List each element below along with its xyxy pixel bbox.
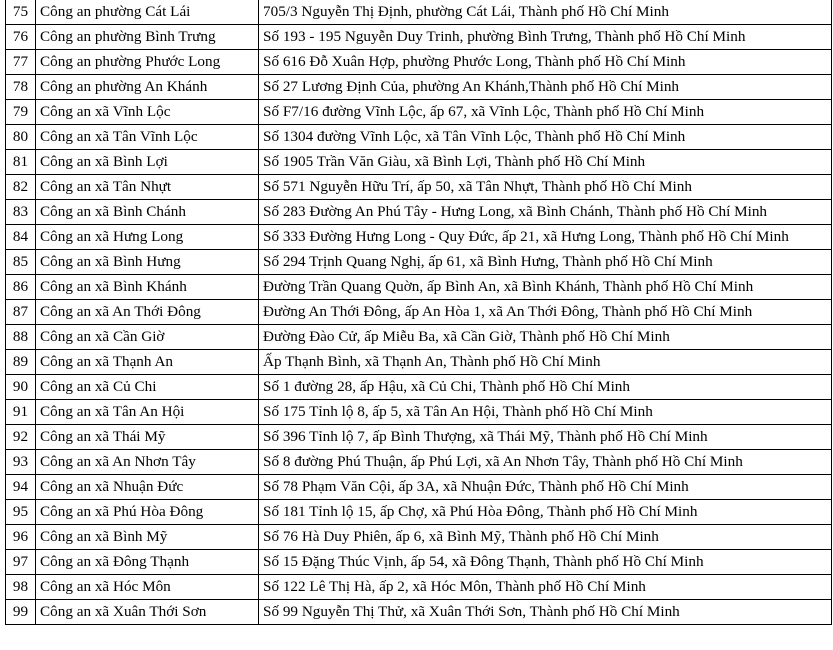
station-name: Công an phường Cát Lái — [36, 0, 259, 25]
table-row — [6, 600, 832, 625]
station-name: Công an xã Bình Mỹ — [36, 525, 259, 550]
station-address: Số 122 Lê Thị Hà, ấp 2, xã Hóc Môn, Thành phố Hồ Chí Minh — [259, 575, 832, 600]
station-name: Công an xã Đông Thạnh — [36, 550, 259, 575]
station-name: Công an xã Hưng Long — [36, 225, 259, 250]
row-number: 99 — [6, 600, 36, 625]
station-address: Số 15 Đặng Thúc Vịnh, ấp 54, xã Đông Thạnh, Thành phố Hồ Chí Minh — [259, 550, 832, 575]
table-row — [6, 525, 832, 550]
row-number: 85 — [6, 250, 36, 275]
table-row — [6, 25, 832, 50]
row-number: 92 — [6, 425, 36, 450]
station-name: Công an xã Phú Hòa Đông — [36, 500, 259, 525]
station-address: Số 27 Lương Định Của, phường An Khánh,Thành phố Hồ Chí Minh — [259, 75, 832, 100]
table-row — [6, 400, 832, 425]
table-row — [6, 100, 832, 125]
row-number: 88 — [6, 325, 36, 350]
station-name: Công an xã Bình Khánh — [36, 275, 259, 300]
station-name: Công an phường Bình Trưng — [36, 25, 259, 50]
table-row — [6, 450, 832, 475]
row-number: 98 — [6, 575, 36, 600]
station-name: Công an xã Nhuận Đức — [36, 475, 259, 500]
station-address: Số 78 Phạm Văn Cội, ấp 3A, xã Nhuận Đức, Thành phố Hồ Chí Minh — [259, 475, 832, 500]
station-name: Công an xã Bình Chánh — [36, 200, 259, 225]
station-name: Công an xã Thái Mỹ — [36, 425, 259, 450]
station-address: Số 294 Trịnh Quang Nghị, ấp 61, xã Bình Hưng, Thành phố Hồ Chí Minh — [259, 250, 832, 275]
station-name: Công an xã Hóc Môn — [36, 575, 259, 600]
station-name: Công an phường Phước Long — [36, 50, 259, 75]
station-name: Công an xã Củ Chi — [36, 375, 259, 400]
table-row — [6, 175, 832, 200]
station-address: Đường Đào Cử, ấp Miễu Ba, xã Cần Giờ, Thành phố Hồ Chí Minh — [259, 325, 832, 350]
table-row — [6, 425, 832, 450]
table-row — [6, 550, 832, 575]
station-name: Công an xã Tân An Hội — [36, 400, 259, 425]
station-address: Số 333 Đường Hưng Long - Quy Đức, ấp 21, xã Hưng Long, Thành phố Hồ Chí Minh — [259, 225, 832, 250]
row-number: 84 — [6, 225, 36, 250]
row-number: 75 — [6, 0, 36, 25]
station-address: Số F7/16 đường Vĩnh Lộc, ấp 67, xã Vĩnh Lộc, Thành phố Hồ Chí Minh — [259, 100, 832, 125]
station-name: Công an xã Xuân Thới Sơn — [36, 600, 259, 625]
station-address: Số 616 Đỗ Xuân Hợp, phường Phước Long, Thành phố Hồ Chí Minh — [259, 50, 832, 75]
station-address: Số 181 Tỉnh lộ 15, ấp Chợ, xã Phú Hòa Đông, Thành phố Hồ Chí Minh — [259, 500, 832, 525]
station-name: Công an xã Tân Vĩnh Lộc — [36, 125, 259, 150]
table-row — [6, 325, 832, 350]
station-name: Công an xã Thạnh An — [36, 350, 259, 375]
row-number: 94 — [6, 475, 36, 500]
table-row — [6, 575, 832, 600]
station-address: Đường An Thới Đông, ấp An Hòa 1, xã An Thới Đông, Thành phố Hồ Chí Minh — [259, 300, 832, 325]
table-row — [6, 375, 832, 400]
row-number: 76 — [6, 25, 36, 50]
row-number: 91 — [6, 400, 36, 425]
table-body — [6, 0, 832, 625]
station-address: Số 193 - 195 Nguyễn Duy Trinh, phường Bình Trưng, Thành phố Hồ Chí Minh — [259, 25, 832, 50]
police-station-table — [5, 0, 832, 625]
row-number: 78 — [6, 75, 36, 100]
table-row — [6, 350, 832, 375]
station-address: Số 175 Tỉnh lộ 8, ấp 5, xã Tân An Hội, Thành phố Hồ Chí Minh — [259, 400, 832, 425]
row-number: 82 — [6, 175, 36, 200]
station-address: 705/3 Nguyễn Thị Định, phường Cát Lái, Thành phố Hồ Chí Minh — [259, 0, 832, 25]
row-number: 81 — [6, 150, 36, 175]
station-address: Số 396 Tỉnh lộ 7, ấp Bình Thượng, xã Thái Mỹ, Thành phố Hồ Chí Minh — [259, 425, 832, 450]
station-address: Số 571 Nguyễn Hữu Trí, ấp 50, xã Tân Nhựt, Thành phố Hồ Chí Minh — [259, 175, 832, 200]
table-row — [6, 75, 832, 100]
station-address: Số 283 Đường An Phú Tây - Hưng Long, xã Bình Chánh, Thành phố Hồ Chí Minh — [259, 200, 832, 225]
row-number: 79 — [6, 100, 36, 125]
station-name: Công an xã An Nhơn Tây — [36, 450, 259, 475]
station-address: Số 1905 Trần Văn Giàu, xã Bình Lợi, Thành phố Hồ Chí Minh — [259, 150, 832, 175]
row-number: 96 — [6, 525, 36, 550]
table-row — [6, 0, 832, 25]
row-number: 87 — [6, 300, 36, 325]
row-number: 89 — [6, 350, 36, 375]
row-number: 90 — [6, 375, 36, 400]
row-number: 93 — [6, 450, 36, 475]
table-row — [6, 125, 832, 150]
station-name: Công an xã Vĩnh Lộc — [36, 100, 259, 125]
table-row — [6, 200, 832, 225]
table-row — [6, 500, 832, 525]
station-name: Công an xã Bình Lợi — [36, 150, 259, 175]
row-number: 95 — [6, 500, 36, 525]
station-name: Công an xã Cần Giờ — [36, 325, 259, 350]
row-number: 83 — [6, 200, 36, 225]
table-row — [6, 300, 832, 325]
table-row — [6, 150, 832, 175]
station-address: Số 99 Nguyễn Thị Thử, xã Xuân Thới Sơn, Thành phố Hồ Chí Minh — [259, 600, 832, 625]
row-number: 86 — [6, 275, 36, 300]
row-number: 97 — [6, 550, 36, 575]
station-name: Công an xã An Thới Đông — [36, 300, 259, 325]
station-name: Công an xã Tân Nhựt — [36, 175, 259, 200]
station-name: Công an phường An Khánh — [36, 75, 259, 100]
table-row — [6, 225, 832, 250]
station-address: Số 1304 đường Vĩnh Lộc, xã Tân Vĩnh Lộc, Thành phố Hồ Chí Minh — [259, 125, 832, 150]
station-name: Công an xã Bình Hưng — [36, 250, 259, 275]
station-address: Ấp Thạnh Bình, xã Thạnh An, Thành phố Hồ Chí Minh — [259, 350, 832, 375]
row-number: 80 — [6, 125, 36, 150]
station-address: Số 1 đường 28, ấp Hậu, xã Củ Chi, Thành phố Hồ Chí Minh — [259, 375, 832, 400]
station-address: Số 8 đường Phú Thuận, ấp Phú Lợi, xã An Nhơn Tây, Thành phố Hồ Chí Minh — [259, 450, 832, 475]
table-row — [6, 50, 832, 75]
station-address: Số 76 Hà Duy Phiên, ấp 6, xã Bình Mỹ, Thành phố Hồ Chí Minh — [259, 525, 832, 550]
station-address: Đường Trần Quang Quờn, ấp Bình An, xã Bình Khánh, Thành phố Hồ Chí Minh — [259, 275, 832, 300]
table-row — [6, 475, 832, 500]
table-row — [6, 250, 832, 275]
row-number: 77 — [6, 50, 36, 75]
table-row — [6, 275, 832, 300]
